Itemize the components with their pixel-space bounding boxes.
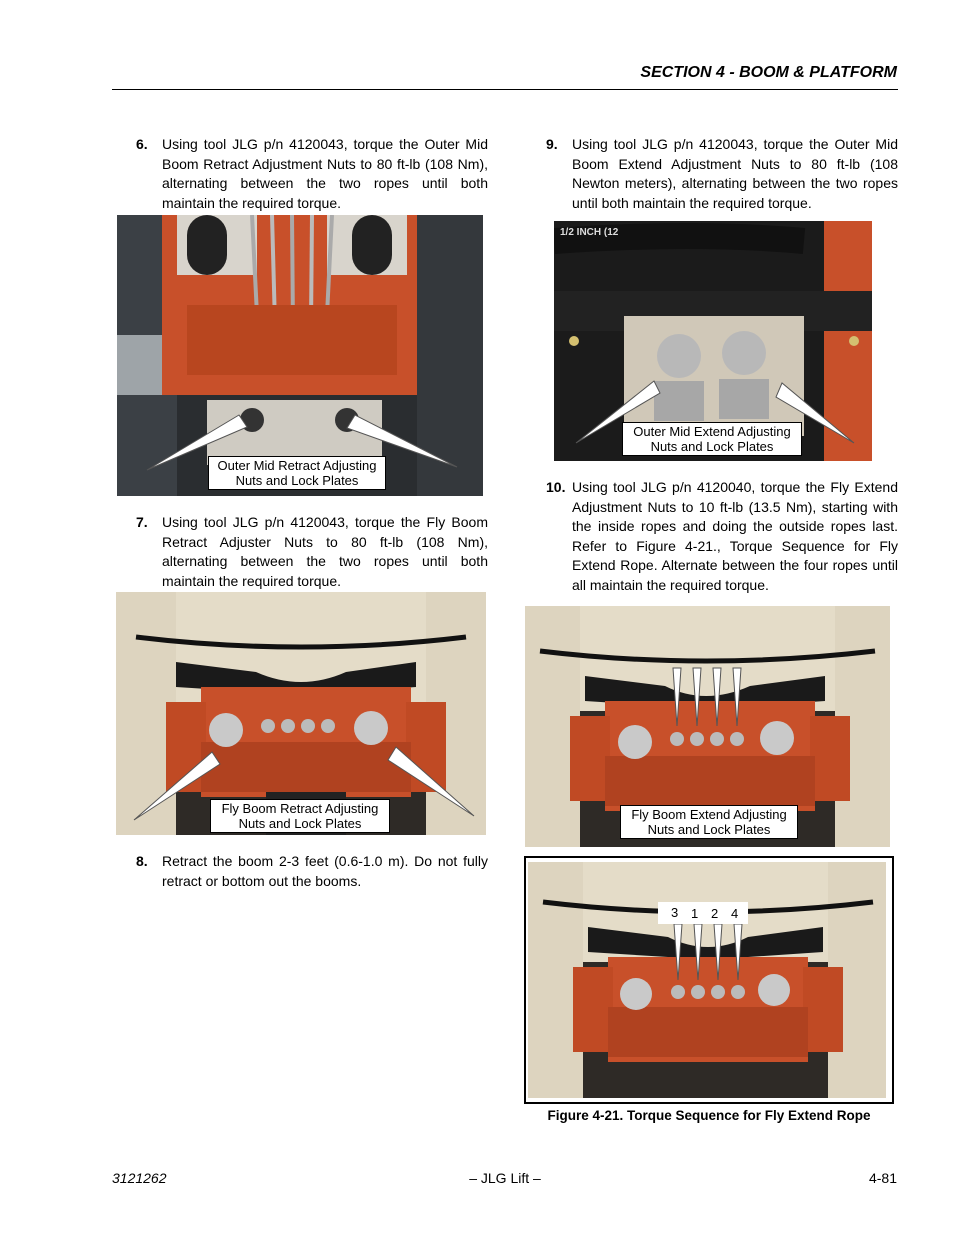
step-text: Using tool JLG p/n 4120043, torque the Outer Mid Boom Extend Adjustment Nuts to 80 ft-lb (108 Newton meters), alternating between the two ropes until both maintain the required torque. <box>572 136 898 211</box>
callout-line: Outer Mid Retract Adjusting <box>217 458 377 473</box>
step-10 <box>546 478 898 596</box>
footer-publisher: – JLG Lift – <box>469 1170 541 1186</box>
callout-line: Outer Mid Extend Adjusting <box>633 424 791 439</box>
callout-line: Fly Boom Extend Adjusting <box>631 807 787 822</box>
callout-line: Nuts and Lock Plates <box>647 822 771 837</box>
step-number: 9. <box>546 136 558 152</box>
step-text: Retract the boom 2-3 feet (0.6-1.0 m). Do not fully retract or bottom out the booms. <box>162 853 488 889</box>
step-number: 7. <box>136 514 148 530</box>
step-text: Using tool JLG p/n 4120043, torque the Outer Mid Boom Retract Adjustment Nuts to 80 ft-lb (108 Nm), alternating between the two ropes until both maintain the required torque. <box>162 136 488 211</box>
callout-outer-mid-retract <box>208 456 386 490</box>
step-9 <box>546 135 898 213</box>
callout-outer-mid-extend <box>622 422 802 456</box>
page-number: 4-81 <box>868 1170 897 1186</box>
torque-order-right-outer: 4 <box>731 906 739 921</box>
callout-line: Fly Boom Retract Adjusting <box>221 801 379 816</box>
step-number: 6. <box>136 136 148 152</box>
step-text: Using tool JLG p/n 4120040, torque the Fly Extend Adjustment Nuts to 10 ft-lb (13.5 Nm), starting with the inside ropes and doing the outside ropes last. Refer to Figure 4-21., Torque Sequence for Fly Extend Rope. Alternate between the four ropes until all maintain the required torque. <box>572 479 898 593</box>
callout-line: Nuts and Lock Plates <box>650 439 774 454</box>
step-6 <box>136 135 488 213</box>
callout-fly-extend <box>620 805 798 839</box>
step-number: 8. <box>136 853 148 869</box>
doc-number: 3121262 <box>112 1170 167 1186</box>
step-text: Using tool JLG p/n 4120043, torque the Fly Boom Retract Adjuster Nuts to 80 ft-lb (108 Nm), alternating between the two ropes until both maintain the required torque. <box>162 514 488 589</box>
step-7 <box>136 513 488 591</box>
step-8 <box>136 852 488 891</box>
figure-caption: Figure 4-21. Torque Sequence for Fly Extend Rope <box>547 1108 871 1123</box>
header-rule <box>112 89 898 90</box>
step-number: 10. <box>546 479 566 495</box>
torque-order-left-outer: 3 <box>671 905 679 920</box>
callout-line: Nuts and Lock Plates <box>238 816 362 831</box>
photo-outer-mid-retract <box>117 215 483 496</box>
hose-marking: 1/2 INCH (12 <box>560 227 619 238</box>
photo-torque-sequence <box>528 862 886 1098</box>
section-title: SECTION 4 - BOOM & PLATFORM <box>640 64 897 81</box>
callout-line: Nuts and Lock Plates <box>235 473 359 488</box>
torque-order-left-inner: 1 <box>691 906 699 921</box>
torque-order-right-inner: 2 <box>711 906 719 921</box>
callout-fly-retract <box>210 799 390 833</box>
